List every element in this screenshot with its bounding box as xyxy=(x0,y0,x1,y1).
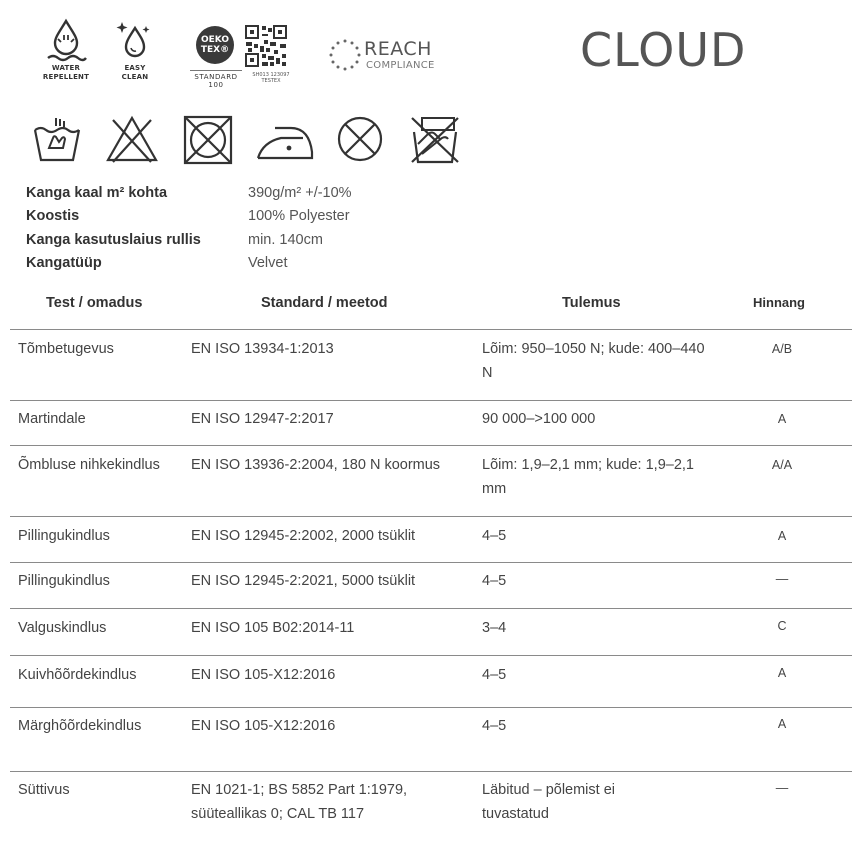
table-divider xyxy=(10,655,852,656)
column-header-standard: Standard / meetod xyxy=(261,295,388,311)
spec-label: Kanga kaal m² kohta xyxy=(26,185,168,201)
cell-standard: EN ISO 13936-2:2004, 180 N koormus xyxy=(191,457,441,473)
table-divider xyxy=(10,707,852,708)
table-divider xyxy=(10,608,852,609)
cell-test: Martindale xyxy=(18,411,86,427)
cell-rating: A xyxy=(777,717,787,731)
do-not-wring-icon xyxy=(408,114,462,166)
oeko-tex-code-line-2: TESTEX xyxy=(261,78,281,84)
cell-test: Märghõõrdekindlus xyxy=(18,718,142,734)
cell-standard: EN ISO 105-X12:2016 xyxy=(191,718,336,734)
column-header-result: Tulemus xyxy=(562,295,621,311)
reach-word: REACH xyxy=(364,38,432,60)
water-repellent-icon xyxy=(44,18,88,64)
cell-standard: EN ISO 12947-2:2017 xyxy=(191,411,334,427)
water-repellent-line-1: WATER xyxy=(51,64,81,72)
column-header-test: Test / omadus xyxy=(46,295,143,311)
table-divider xyxy=(10,516,852,517)
cell-standard: EN 1021-1; BS 5852 Part 1:1979, süüteallikas 0; CAL TB 117 xyxy=(191,782,408,822)
oeko-tex-code-line-1: SH013 123097 xyxy=(252,72,290,78)
cell-rating: A/B xyxy=(771,342,793,356)
cell-rating: C xyxy=(777,619,787,633)
cell-test: Õmbluse nihkekindlus xyxy=(18,457,160,473)
cell-standard: EN ISO 12945-2:2021, 5000 tsüklit xyxy=(191,573,416,589)
table-divider xyxy=(10,329,852,330)
cell-test: Tõmbetugevus xyxy=(18,341,114,357)
cell-standard: EN ISO 12945-2:2002, 2000 tsüklit xyxy=(191,528,416,544)
oeko-tex-standard-line-1: STANDARD xyxy=(194,73,238,81)
cell-rating: A/A xyxy=(771,458,793,472)
oeko-tex-logo-line-1: OEKO xyxy=(200,35,229,45)
water-repellent-line-2: REPELLENT xyxy=(42,73,90,81)
hand-wash-icon xyxy=(32,114,82,164)
spec-value: min. 140cm xyxy=(248,232,323,248)
cell-result: Lõim: 1,9–2,1 mm; kude: 1,9–2,1 mm xyxy=(482,457,694,497)
easy-clean-line-1: EASY xyxy=(124,64,146,72)
easy-clean-icon xyxy=(113,18,157,64)
cell-rating: A xyxy=(777,412,787,426)
spec-label: Koostis xyxy=(26,208,80,224)
cell-result: 4–5 xyxy=(482,667,507,683)
cell-result: Lõim: 950–1050 N; kude: 400–440 N xyxy=(482,341,705,381)
do-not-dry-clean-icon xyxy=(335,114,385,164)
cell-standard: EN ISO 105-X12:2016 xyxy=(191,667,336,683)
cell-test: Valguskindlus xyxy=(18,620,107,636)
spec-label: Kanga kasutuslaius rullis xyxy=(26,232,201,248)
table-divider xyxy=(10,445,852,446)
table-divider xyxy=(10,562,852,563)
water-repellent-label xyxy=(43,64,89,82)
cell-result: 90 000–>100 000 xyxy=(482,411,596,427)
oeko-tex-label xyxy=(190,22,300,92)
cell-test: Pillingukindlus xyxy=(18,573,110,589)
table-divider xyxy=(10,400,852,401)
product-title: CLOUD xyxy=(580,23,747,77)
cell-standard: EN ISO 13934-1:2013 xyxy=(191,341,334,357)
easy-clean-label xyxy=(122,64,149,82)
cell-result: Läbitud – põlemist ei tuvastatud xyxy=(482,782,615,822)
cell-test: Pillingukindlus xyxy=(18,528,110,544)
oeko-tex-code xyxy=(246,72,296,84)
oeko-tex-logo xyxy=(196,26,234,64)
spec-value: 100% Polyester xyxy=(248,208,350,224)
cell-rating: A xyxy=(777,529,787,543)
cell-test: Kuivhõõrdekindlus xyxy=(18,667,137,683)
reach-compliance-text: COMPLIANCE xyxy=(366,60,435,71)
reach-compliance-logo xyxy=(328,38,448,74)
oeko-tex-standard-line-2: 100 xyxy=(208,81,224,89)
iron-low-heat-icon xyxy=(255,116,315,162)
cell-standard: EN ISO 105 B02:2014-11 xyxy=(191,620,355,636)
spec-value: 390g/m² +/-10% xyxy=(248,185,352,201)
table-divider xyxy=(10,771,852,772)
cell-rating: — xyxy=(775,572,789,586)
easy-clean-line-2: CLEAN xyxy=(121,73,149,81)
easy-clean-badge xyxy=(108,18,162,82)
reach-dot-ring-icon xyxy=(328,38,362,72)
oeko-tex-logo-line-2: TEX® xyxy=(200,45,230,55)
cell-result: 4–5 xyxy=(482,718,507,734)
do-not-bleach-icon xyxy=(105,114,159,164)
do-not-tumble-dry-icon xyxy=(182,114,234,166)
cell-test: Süttivus xyxy=(18,782,70,798)
cell-result: 4–5 xyxy=(482,573,507,589)
water-repellent-badge xyxy=(38,18,94,82)
cell-rating: A xyxy=(777,666,787,680)
spec-value: Velvet xyxy=(248,255,288,271)
spec-label: Kangatüüp xyxy=(26,255,102,271)
cell-rating: — xyxy=(775,781,789,795)
qr-code-icon xyxy=(244,24,288,68)
column-header-rating: Hinnang xyxy=(753,295,805,310)
cell-result: 4–5 xyxy=(482,528,507,544)
oeko-tex-standard xyxy=(190,70,242,89)
cell-result: 3–4 xyxy=(482,620,507,636)
